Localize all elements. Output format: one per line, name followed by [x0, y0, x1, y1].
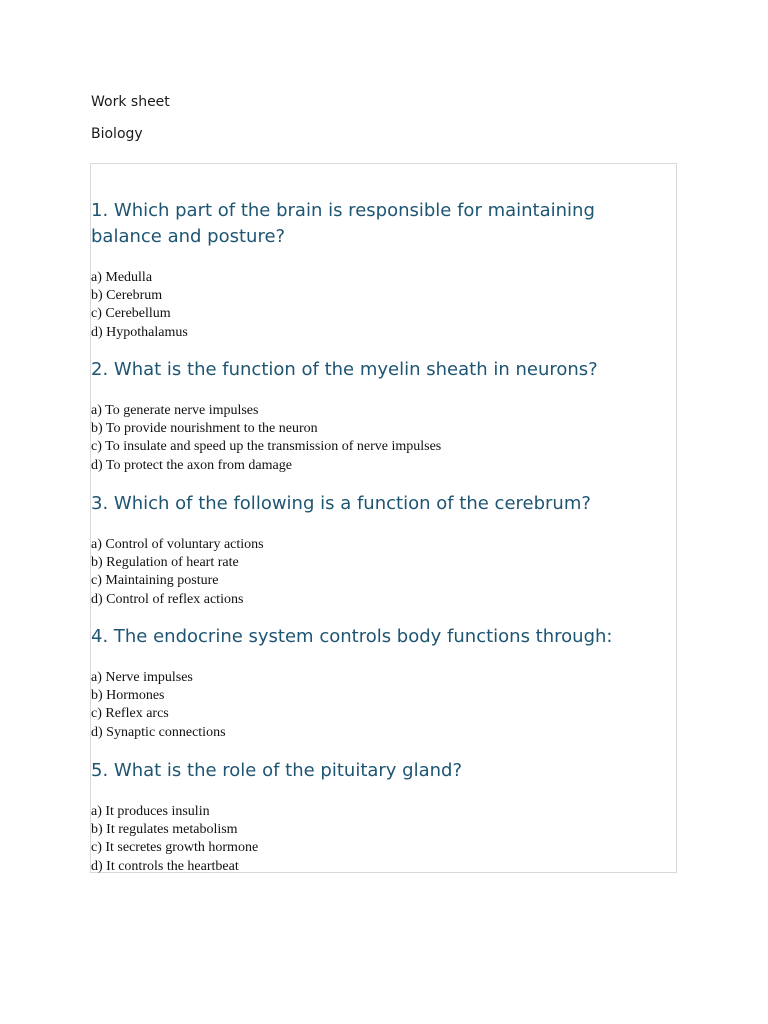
question-heading: 4. The endocrine system controls body functions through: [91, 626, 613, 647]
answer-option: d) To protect the axon from damage [91, 457, 292, 473]
answer-options [91, 402, 441, 475]
answer-option: d) Synaptic connections [91, 724, 226, 740]
answer-option: d) It controls the heartbeat [91, 858, 239, 874]
subject-label: Biology [91, 126, 143, 142]
answer-option: a) Medulla [91, 270, 153, 285]
answer-options [91, 803, 258, 876]
answer-option: a) Control of voluntary actions [91, 537, 264, 552]
question-heading: 5. What is the role of the pituitary gland? [91, 760, 463, 781]
answer-option: b) Cerebrum [91, 288, 163, 304]
answer-option: b) Regulation of heart rate [91, 555, 239, 571]
answer-option: c) To insulate and speed up the transmission of nerve impulses [91, 439, 442, 455]
answer-option: a) Nerve impulses [91, 670, 193, 685]
answer-options [91, 269, 188, 342]
answer-options [91, 669, 226, 742]
answer-option: c) Maintaining posture [91, 573, 219, 589]
answer-option: b) It regulates metabolism [91, 822, 238, 838]
answer-option: b) To provide nourishment to the neuron [91, 421, 318, 437]
answer-option: c) It secretes growth hormone [91, 840, 259, 856]
answer-option: a) It produces insulin [91, 804, 210, 819]
answer-options [91, 536, 264, 609]
answer-option: a) To generate nerve impulses [91, 403, 259, 418]
answer-option: d) Control of reflex actions [91, 591, 244, 607]
worksheet-title: Work sheet [91, 94, 170, 110]
answer-option: c) Cerebellum [91, 306, 171, 322]
question-heading: 3. Which of the following is a function of the cerebrum? [91, 493, 591, 514]
question-heading: 1. Which part of the brain is responsible for maintaining balance and posture? [91, 200, 595, 247]
answer-option: b) Hormones [91, 688, 165, 704]
answer-option: c) Reflex arcs [91, 706, 169, 722]
answer-option: d) Hypothalamus [91, 324, 188, 340]
question-heading: 2. What is the function of the myelin sheath in neurons? [91, 359, 598, 380]
